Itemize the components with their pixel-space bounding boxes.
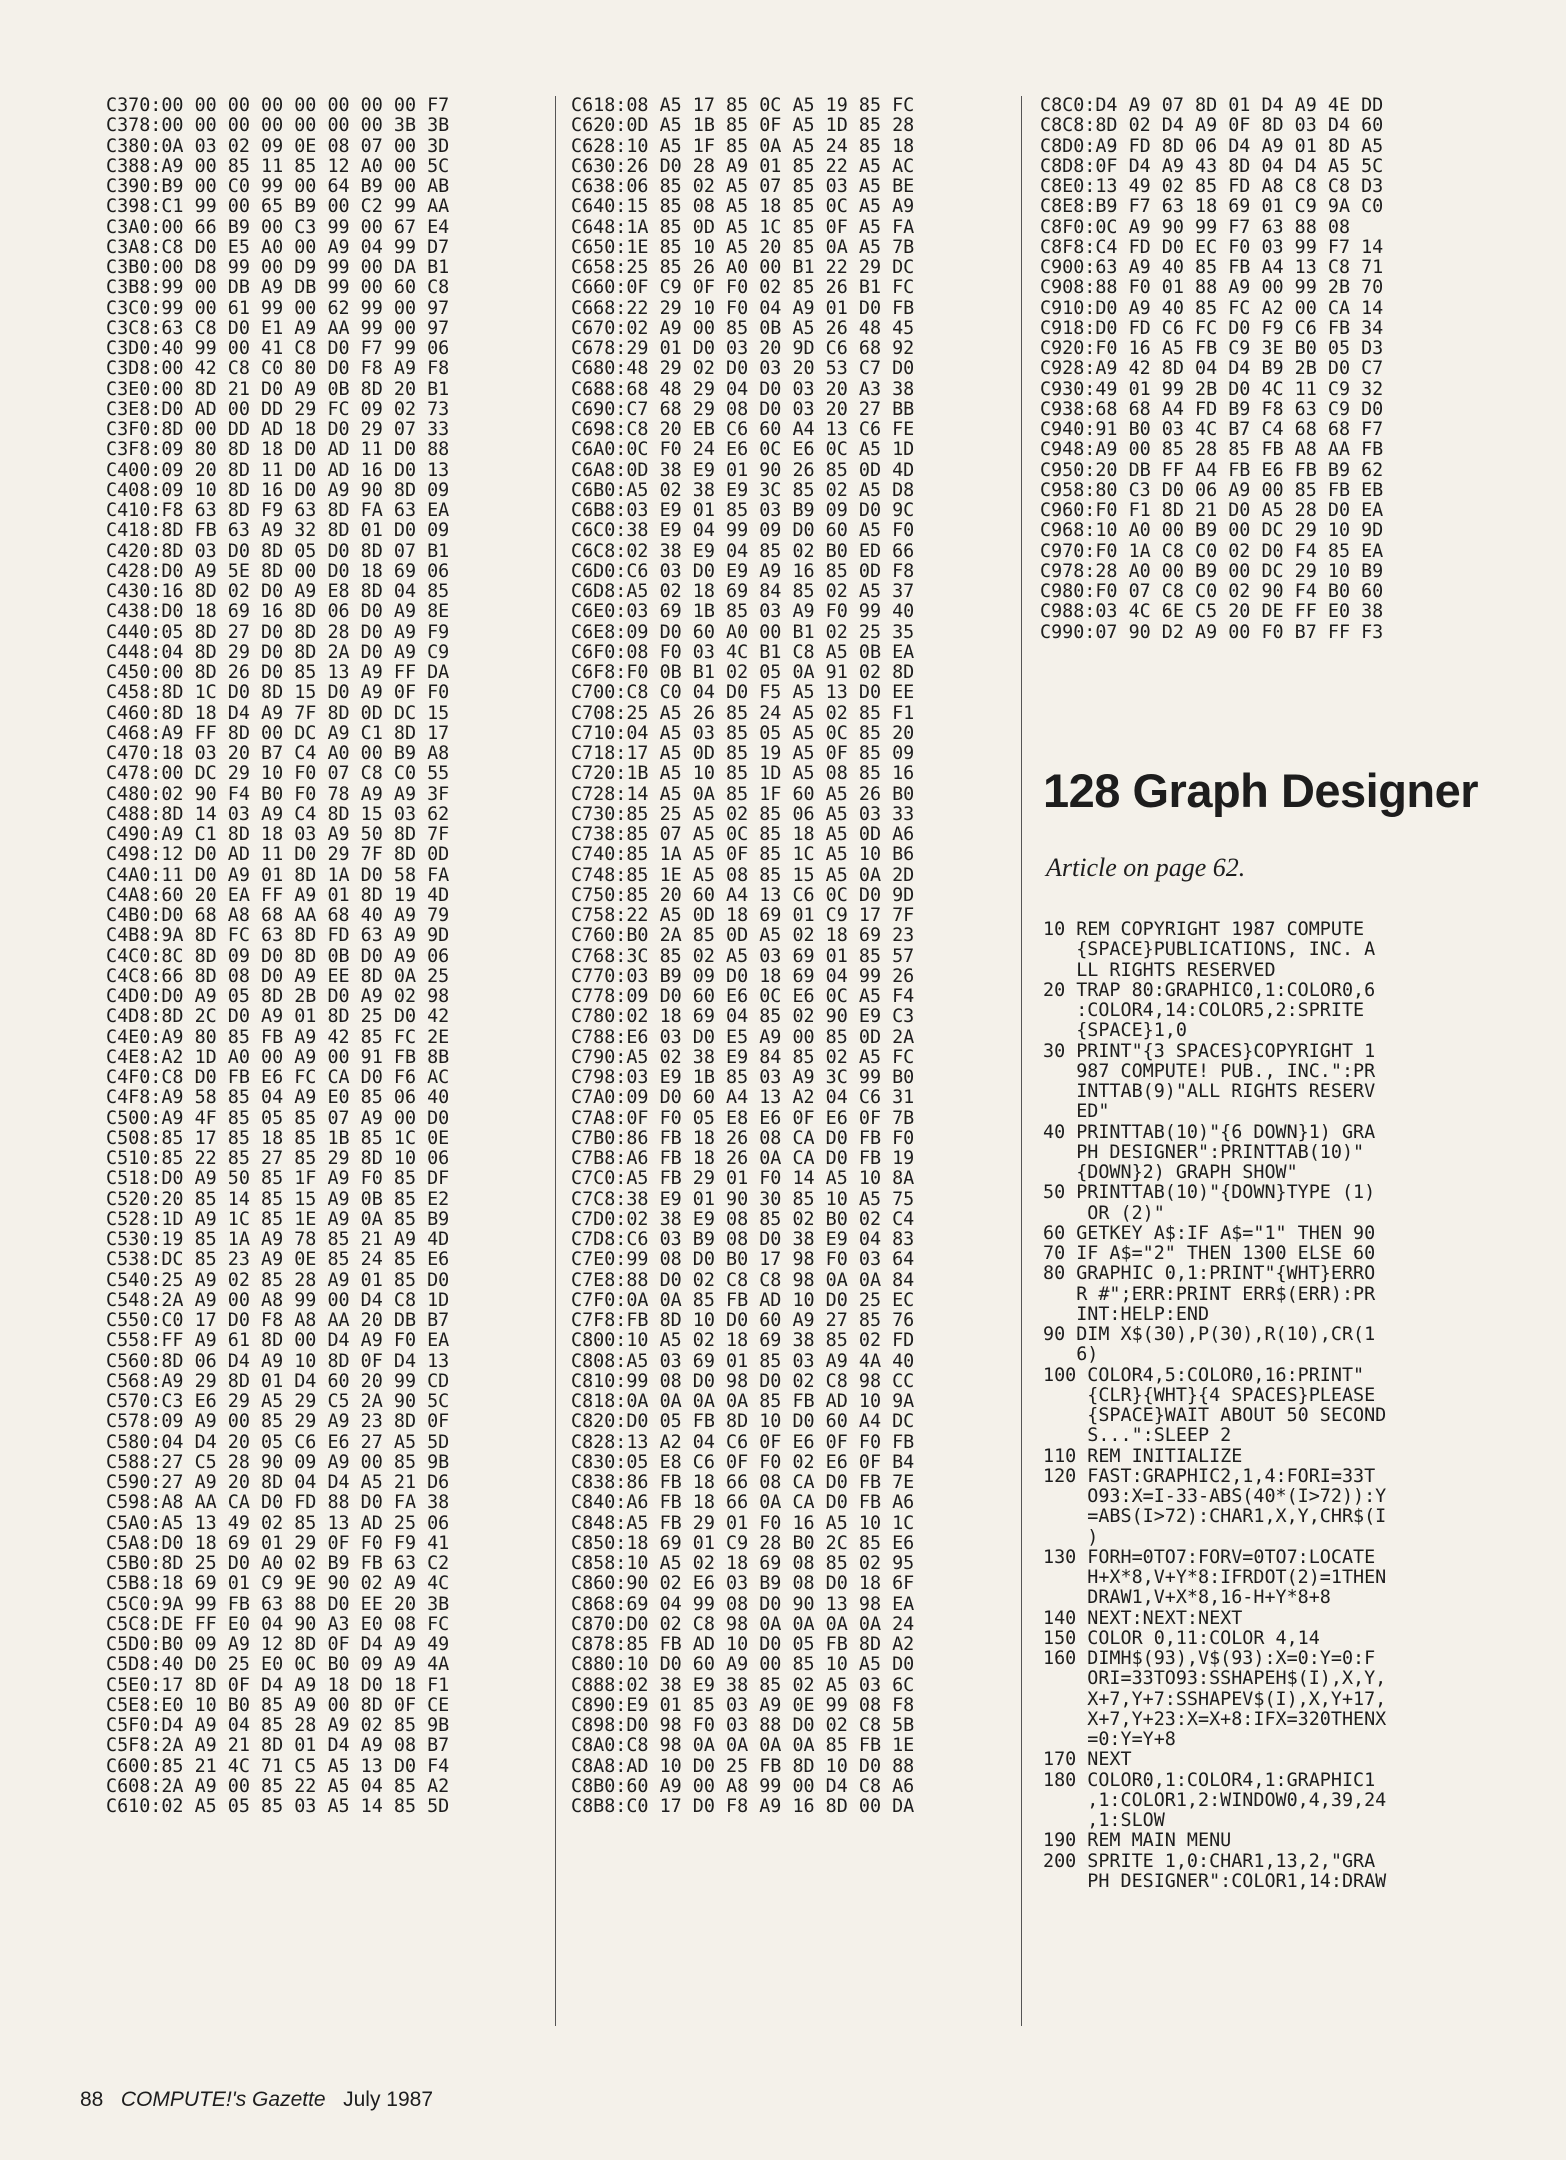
hex-line: C550:C0 17 D0 F8 A8 AA 20 DB B7 (106, 1310, 450, 1331)
program-line: 90 DIM X$(30),P(30),R(10),CR(1 (1043, 1324, 1376, 1345)
page-footer (80, 2088, 433, 2112)
hex-line: C388:A9 00 85 11 85 12 A0 00 5C (106, 155, 450, 177)
hex-line: C7F0:0A 0A 85 FB AD 10 D0 25 EC (571, 1289, 915, 1311)
hex-line: C570:C3 E6 29 A5 29 C5 2A 90 5C (106, 1391, 450, 1412)
hex-line: C5F0:D4 A9 04 85 28 A9 02 85 9B (106, 1715, 450, 1736)
hex-line: C4A8:60 20 EA FF A9 01 8D 19 4D (106, 884, 450, 906)
hex-line: C710:04 A5 03 85 05 A5 0C 85 20 (571, 722, 915, 744)
program-line: PH DESIGNER":COLOR1,14:DRAW (1043, 1870, 1387, 1892)
program-line: 80 GRAPHIC 0,1:PRINT"{WHT}ERRO (1043, 1263, 1376, 1285)
hex-line: C8B0:60 A9 00 A8 99 00 D4 C8 A6 (571, 1775, 915, 1797)
hex-line: C7A8:0F F0 05 E8 E6 0F E6 0F 7B (571, 1107, 915, 1129)
hex-line: C788:E6 03 D0 E5 A9 00 85 0D 2A (571, 1026, 915, 1048)
hex-line: C488:8D 14 03 A9 C4 8D 15 03 62 (106, 803, 450, 825)
hex-line: C490:A9 C1 8D 18 03 A9 50 8D 7F (106, 824, 450, 845)
hex-line: C900:63 A9 40 85 FB A4 13 C8 71 (1040, 257, 1384, 278)
hex-line: C908:88 F0 01 88 A9 00 99 2B 70 (1040, 277, 1384, 299)
hex-line: C680:48 29 02 D0 03 20 53 C7 D0 (571, 358, 915, 380)
hex-line: C748:85 1E A5 08 85 15 A5 0A 2D (571, 864, 915, 886)
hex-line: C390:B9 00 C0 99 00 64 B9 00 AB (106, 176, 450, 197)
magazine-name: COMPUTE!'s Gazette (120, 2088, 326, 2111)
issue-date: July 1987 (343, 2088, 434, 2111)
hex-line: C6E0:03 69 1B 85 03 A9 F0 99 40 (571, 601, 915, 623)
program-line: =0:Y=Y+8 (1043, 1729, 1176, 1750)
hex-line: C828:13 A2 04 C6 0F E6 0F F0 FB (571, 1431, 915, 1453)
program-line: S...":SLEEP 2 (1043, 1425, 1232, 1447)
program-line: 60 GETKEY A$:IF A$="1" THEN 90 (1043, 1222, 1376, 1244)
program-line: 40 PRINTTAB(10)"{6 DOWN}1) GRA (1043, 1121, 1376, 1143)
hex-line: C3A8:C8 D0 E5 A0 00 A9 04 99 D7 (106, 236, 450, 258)
hex-line: C670:02 A9 00 85 0B A5 26 48 45 (571, 317, 915, 339)
hex-line: C458:8D 1C D0 8D 15 D0 A9 0F F0 (106, 682, 450, 704)
program-line: 110 REM INITIALIZE (1043, 1445, 1243, 1467)
hex-line: C848:A5 FB 29 01 F0 16 A5 10 1C (571, 1512, 915, 1534)
hex-line: C5E0:17 8D 0F D4 A9 18 D0 18 F1 (106, 1674, 450, 1696)
hex-line: C400:09 20 8D 11 D0 AD 16 D0 13 (106, 459, 450, 481)
hex-line: C410:F8 63 8D F9 63 8D FA 63 EA (106, 500, 450, 521)
hex-line: C818:0A 0A 0A 0A 85 FB AD 10 9A (571, 1391, 915, 1412)
program-line: ORI=33TO93:SSHAPEH$(I),X,Y, (1043, 1668, 1387, 1690)
hex-line: C4D8:8D 2C D0 A9 01 8D 25 D0 42 (106, 1006, 450, 1028)
program-line: ,1:COLOR1,2:WINDOW0,4,39,24 (1043, 1789, 1387, 1811)
hex-line: C810:99 08 D0 98 D0 02 C8 98 CC (571, 1370, 915, 1392)
hex-line: C4D0:D0 A9 05 8D 2B D0 A9 02 98 (106, 986, 450, 1007)
hex-line: C730:85 25 A5 02 85 06 A5 03 33 (571, 803, 915, 825)
program-line: {SPACE}WAIT ABOUT 50 SECOND (1043, 1405, 1387, 1426)
hex-line: C5F8:2A A9 21 8D 01 D4 A9 08 B7 (106, 1735, 450, 1757)
article-title: 128 Graph Designer (1043, 764, 1479, 817)
hex-line: C4E0:A9 80 85 FB A9 42 85 FC 2E (106, 1026, 450, 1048)
hex-line: C520:20 85 14 85 15 A9 0B 85 E2 (106, 1188, 450, 1210)
program-line: R #";ERR:PRINT ERR$(ERR):PR (1043, 1283, 1376, 1305)
hex-line: C558:FF A9 61 8D 00 D4 A9 F0 EA (106, 1330, 450, 1352)
hex-line: C470:18 03 20 B7 C4 A0 00 B9 A8 (106, 743, 450, 764)
program-line: =ABS(I>72):CHAR1,X,Y,CHR$(I (1043, 1506, 1387, 1528)
hex-line: C5A8:D0 18 69 01 29 0F F0 F9 41 (106, 1532, 450, 1554)
program-line: 70 IF A$="2" THEN 1300 ELSE 60 (1043, 1243, 1376, 1264)
hex-line: C8F0:0C A9 90 99 F7 63 88 08 (1040, 216, 1351, 238)
hex-line: C630:26 D0 28 A9 01 85 22 A5 AC (571, 155, 915, 177)
program-line: X+7,Y+7:SSHAPEV$(I),X,Y+17, (1043, 1688, 1387, 1710)
hex-line: C4F8:A9 58 85 04 A9 E0 85 06 40 (106, 1087, 450, 1109)
program-line: {SPACE}PUBLICATIONS, INC. A (1043, 939, 1376, 961)
program-line: 100 COLOR4,5:COLOR0,16:PRINT" (1043, 1364, 1365, 1386)
hex-line: C3E8:D0 AD 00 DD 29 FC 09 02 73 (106, 398, 450, 420)
program-line: 200 SPRITE 1,0:CHAR1,13,2,"GRA (1043, 1850, 1376, 1872)
hex-line: C460:8D 18 D4 A9 7F 8D 0D DC 15 (106, 702, 450, 724)
hex-line: C598:A8 AA CA D0 FD 88 D0 FA 38 (106, 1492, 450, 1514)
hex-line: C928:A9 42 8D 04 D4 B9 2B D0 C7 (1040, 358, 1384, 380)
hex-line: C688:68 48 29 04 D0 03 20 A3 38 (571, 378, 915, 400)
hex-line: C4F0:C8 D0 FB E6 FC CA D0 F6 AC (106, 1067, 450, 1088)
hex-line: C538:DC 85 23 A9 0E 85 24 85 E6 (106, 1249, 450, 1271)
hex-line: C4C0:8C 8D 09 D0 8D 0B D0 A9 06 (106, 945, 450, 967)
hex-column-2 (571, 96, 914, 1817)
program-line: PH DESIGNER":PRINTTAB(10)" (1043, 1141, 1365, 1163)
hex-line: C8E0:13 49 02 85 FD A8 C8 C8 D3 (1040, 176, 1384, 197)
hex-line: C678:29 01 D0 03 20 9D C6 68 92 (571, 338, 915, 359)
hex-line: C660:0F C9 0F F0 02 85 26 B1 FC (571, 277, 915, 299)
hex-line: C7F8:FB 8D 10 D0 60 A9 27 85 76 (571, 1310, 915, 1331)
hex-line: C988:03 4C 6E C5 20 DE FF E0 38 (1040, 601, 1384, 623)
program-line: {SPACE}1,0 (1043, 1020, 1187, 1042)
hex-line: C3A0:00 66 B9 00 C3 99 00 67 E4 (106, 216, 450, 238)
hex-line: C7B0:86 FB 18 26 08 CA D0 FB F0 (571, 1127, 915, 1149)
program-line: INTTAB(9)"ALL RIGHTS RESERV (1043, 1081, 1376, 1102)
hex-line: C8F8:C4 FD D0 EC F0 03 99 F7 14 (1040, 236, 1384, 258)
hex-line: C588:27 C5 28 90 09 A9 00 85 9B (106, 1451, 450, 1473)
program-line: 987 COMPUTE! PUB., INC.":PR (1043, 1060, 1376, 1082)
hex-line: C540:25 A9 02 85 28 A9 01 85 D0 (106, 1269, 450, 1291)
hex-line: C800:10 A5 02 18 69 38 85 02 FD (571, 1330, 915, 1352)
hex-line: C628:10 A5 1F 85 0A A5 24 85 18 (571, 135, 915, 157)
hex-line: C978:28 A0 00 B9 00 DC 29 10 B9 (1040, 560, 1384, 582)
hex-line: C8A0:C8 98 0A 0A 0A 0A 85 FB 1E (571, 1735, 915, 1757)
hex-line: C690:C7 68 29 08 D0 03 20 27 BB (571, 398, 915, 420)
hex-line: C870:D0 02 C8 98 0A 0A 0A 0A 24 (571, 1613, 915, 1635)
hex-line: C440:05 8D 27 D0 8D 28 D0 A9 F9 (106, 621, 450, 643)
hex-line: C5B8:18 69 01 C9 9E 90 02 A9 4C (106, 1573, 450, 1595)
hex-line: C3F0:8D 00 DD AD 18 D0 29 07 33 (106, 419, 450, 440)
hex-line: C6B0:A5 02 38 E9 3C 85 02 A5 D8 (571, 479, 915, 501)
hex-line: C6A8:0D 38 E9 01 90 26 85 0D 4D (571, 459, 915, 481)
hex-line: C8A8:AD 10 D0 25 FB 8D 10 D0 88 (571, 1755, 915, 1777)
hex-line: C648:1A 85 0D A5 1C 85 0F A5 FA (571, 216, 915, 238)
hex-line: C6A0:0C F0 24 E6 0C E6 0C A5 1D (571, 439, 915, 461)
hex-line: C948:A9 00 85 28 85 FB A8 AA FB (1040, 439, 1384, 461)
hex-line: C658:25 85 26 A0 00 B1 22 29 DC (571, 257, 915, 278)
hex-line: C3F8:09 80 8D 18 D0 AD 11 D0 88 (106, 439, 450, 461)
hex-line: C708:25 A5 26 85 24 A5 02 85 F1 (571, 702, 915, 724)
hex-line: C7D0:02 38 E9 08 85 02 B0 02 C4 (571, 1208, 915, 1230)
hex-line: C600:85 21 4C 71 C5 A5 13 D0 F4 (106, 1755, 450, 1777)
hex-line: C3C0:99 00 61 99 00 62 99 00 97 (106, 297, 450, 319)
hex-line: C370:00 00 00 00 00 00 00 00 F7 (106, 95, 450, 116)
column-divider-2 (1021, 96, 1022, 2026)
hex-line: C8D0:A9 FD 8D 06 D4 A9 01 8D A5 (1040, 135, 1384, 157)
hex-line: C4C8:66 8D 08 D0 A9 EE 8D 0A 25 (106, 965, 450, 987)
hex-line: C448:04 8D 29 D0 8D 2A D0 A9 C9 (106, 641, 450, 663)
hex-line: C5A0:A5 13 49 02 85 13 AD 25 06 (106, 1512, 450, 1534)
hex-line: C5D0:B0 09 A9 12 8D 0F D4 A9 49 (106, 1634, 450, 1655)
hex-line: C768:3C 85 02 A5 03 69 01 85 57 (571, 945, 915, 967)
hex-line: C798:03 E9 1B 85 03 A9 3C 99 B0 (571, 1067, 915, 1088)
hex-line: C610:02 A5 05 85 03 A5 14 85 5D (106, 1796, 450, 1817)
hex-line: C4B0:D0 68 A8 68 AA 68 40 A9 79 (106, 905, 450, 926)
hex-line: C608:2A A9 00 85 22 A5 04 85 A2 (106, 1775, 450, 1797)
hex-column-1 (106, 96, 449, 1817)
program-line: ) (1043, 1526, 1099, 1548)
program-line: DRAW1,V+X*8,16-H+Y*8+8 (1043, 1587, 1331, 1609)
hex-column-3 (1040, 96, 1383, 643)
program-line: {DOWN}2) GRAPH SHOW" (1043, 1162, 1298, 1183)
hex-line: C8B8:C0 17 D0 F8 A9 16 8D 00 DA (571, 1796, 915, 1817)
hex-line: C618:08 A5 17 85 0C A5 19 85 FC (571, 95, 915, 116)
program-line: O93:X=I-33-ABS(40*(I>72)):Y (1043, 1486, 1387, 1507)
hex-line: C5E8:E0 10 B0 85 A9 00 8D 0F CE (106, 1694, 450, 1716)
hex-line: C750:85 20 60 A4 13 C6 0C D0 9D (571, 884, 915, 906)
hex-line: C560:8D 06 D4 A9 10 8D 0F D4 13 (106, 1350, 450, 1372)
hex-line: C548:2A A9 00 A8 99 00 D4 C8 1D (106, 1289, 450, 1311)
hex-line: C4E8:A2 1D A0 00 A9 00 91 FB 8B (106, 1046, 450, 1068)
hex-line: C430:16 8D 02 D0 A9 E8 8D 04 85 (106, 581, 450, 602)
hex-line: C3E0:00 8D 21 D0 A9 0B 8D 20 B1 (106, 378, 450, 400)
hex-line: C3B8:99 00 DB A9 DB 99 00 60 C8 (106, 277, 450, 299)
hex-line: C8C0:D4 A9 07 8D 01 D4 A9 4E DD (1040, 95, 1384, 116)
hex-line: C910:D0 A9 40 85 FC A2 00 CA 14 (1040, 297, 1384, 319)
hex-line: C840:A6 FB 18 66 0A CA D0 FB A6 (571, 1492, 915, 1514)
hex-line: C7C8:38 E9 01 90 30 85 10 A5 75 (571, 1188, 915, 1210)
hex-line: C980:F0 07 C8 C0 02 90 F4 B0 60 (1040, 581, 1384, 602)
hex-line: C3D8:00 42 C8 C0 80 D0 F8 A9 F8 (106, 358, 450, 380)
hex-line: C950:20 DB FF A4 FB E6 FB B9 62 (1040, 459, 1384, 481)
hex-line: C418:8D FB 63 A9 32 8D 01 D0 09 (106, 520, 450, 542)
hex-line: C738:85 07 A5 0C 85 18 A5 0D A6 (571, 824, 915, 845)
program-line: 10 REM COPYRIGHT 1987 COMPUTE (1043, 919, 1365, 940)
hex-line: C7B8:A6 FB 18 26 0A CA D0 FB 19 (571, 1148, 915, 1169)
hex-line: C918:D0 FD C6 FC D0 F9 C6 FB 34 (1040, 317, 1384, 339)
hex-line: C478:00 DC 29 10 F0 07 C8 C0 55 (106, 763, 450, 785)
hex-line: C6F0:08 F0 03 4C B1 C8 A5 0B EA (571, 641, 915, 663)
hex-line: C960:F0 F1 8D 21 D0 A5 28 D0 EA (1040, 500, 1384, 521)
program-line: 6) (1043, 1344, 1099, 1366)
hex-line: C6D8:A5 02 18 69 84 85 02 A5 37 (571, 581, 915, 602)
hex-line: C6B8:03 E9 01 85 03 B9 09 D0 9C (571, 500, 915, 521)
hex-line: C7E0:99 08 D0 B0 17 98 F0 03 64 (571, 1249, 915, 1271)
hex-line: C4B8:9A 8D FC 63 8D FD 63 A9 9D (106, 925, 450, 947)
hex-line: C920:F0 16 A5 FB C9 3E B0 05 D3 (1040, 338, 1384, 359)
hex-line: C7D8:C6 03 B9 08 D0 38 E9 04 83 (571, 1229, 915, 1250)
hex-line: C758:22 A5 0D 18 69 01 C9 17 7F (571, 905, 915, 926)
hex-line: C3D0:40 99 00 41 C8 D0 F7 99 06 (106, 338, 450, 359)
hex-line: C420:8D 03 D0 8D 05 D0 8D 07 B1 (106, 540, 450, 562)
hex-line: C378:00 00 00 00 00 00 00 3B 3B (106, 115, 450, 137)
hex-line: C510:85 22 85 27 85 29 8D 10 06 (106, 1148, 450, 1169)
page-number: 88 (80, 2088, 104, 2111)
hex-line: C7E8:88 D0 02 C8 C8 98 0A 0A 84 (571, 1269, 915, 1291)
hex-line: C3C8:63 C8 D0 E1 A9 AA 99 00 97 (106, 317, 450, 339)
hex-line: C7C0:A5 FB 29 01 F0 14 A5 10 8A (571, 1168, 915, 1190)
hex-line: C6F8:F0 0B B1 02 05 0A 91 02 8D (571, 662, 915, 683)
hex-line: C868:69 04 99 08 D0 90 13 98 EA (571, 1593, 915, 1615)
program-line: 130 FORH=0TO7:FORV=0TO7:LOCATE (1043, 1546, 1376, 1568)
program-line: 50 PRINTTAB(10)"{DOWN}TYPE (1) (1043, 1182, 1376, 1204)
hex-line: C770:03 B9 09 D0 18 69 04 99 26 (571, 965, 915, 987)
hex-line: C4A0:11 D0 A9 01 8D 1A D0 58 FA (106, 864, 450, 886)
hex-line: C3B0:00 D8 99 00 D9 99 00 DA B1 (106, 257, 450, 278)
program-line: 170 NEXT (1043, 1749, 1132, 1771)
hex-line: C8C8:8D 02 D4 A9 0F 8D 03 D4 60 (1040, 115, 1384, 137)
hex-line: C740:85 1A A5 0F 85 1C A5 10 B6 (571, 844, 915, 866)
hex-line: C620:0D A5 1B 85 0F A5 1D 85 28 (571, 115, 915, 137)
program-line: LL RIGHTS RESERVED (1043, 959, 1276, 981)
hex-line: C518:D0 A9 50 85 1F A9 F0 85 DF (106, 1168, 450, 1190)
hex-line: C880:10 D0 60 A9 00 85 10 A5 D0 (571, 1654, 915, 1676)
hex-line: C718:17 A5 0D 85 19 A5 0F 85 09 (571, 743, 915, 764)
hex-line: C5C8:DE FF E0 04 90 A3 E0 08 FC (106, 1613, 450, 1635)
article-subtitle: Article on page 62. (1046, 853, 1246, 882)
hex-line: C650:1E 85 10 A5 20 85 0A A5 7B (571, 236, 915, 258)
hex-line: C720:1B A5 10 85 1D A5 08 85 16 (571, 763, 915, 785)
hex-line: C668:22 29 10 F0 04 A9 01 D0 FB (571, 297, 915, 319)
program-line: 20 TRAP 80:GRAPHIC0,1:COLOR0,6 (1043, 979, 1376, 1001)
program-line: 190 REM MAIN MENU (1043, 1830, 1232, 1852)
hex-line: C528:1D A9 1C 85 1E A9 0A 85 B9 (106, 1208, 450, 1230)
hex-line: C968:10 A0 00 B9 00 DC 29 10 9D (1040, 520, 1384, 542)
hex-line: C700:C8 C0 04 D0 F5 A5 13 D0 EE (571, 682, 915, 704)
hex-line: C698:C8 20 EB C6 60 A4 13 C6 FE (571, 419, 915, 440)
hex-line: C8D8:0F D4 A9 43 8D 04 D4 A5 5C (1040, 155, 1384, 177)
hex-line: C468:A9 FF 8D 00 DC A9 C1 8D 17 (106, 722, 450, 744)
hex-line: C8E8:B9 F7 63 18 69 01 C9 9A C0 (1040, 196, 1384, 218)
hex-line: C580:04 D4 20 05 C6 E6 27 A5 5D (106, 1431, 450, 1453)
program-line: ,1:SLOW (1043, 1810, 1165, 1831)
hex-line: C728:14 A5 0A 85 1F 60 A5 26 B0 (571, 783, 915, 805)
hex-line: C5D8:40 D0 25 E0 0C B0 09 A9 4A (106, 1654, 450, 1676)
hex-line: C898:D0 98 F0 03 88 D0 02 C8 5B (571, 1715, 915, 1736)
program-line: H+X*8,V+Y*8:IFRDOT(2)=1THEN (1043, 1567, 1387, 1588)
hex-line: C450:00 8D 26 D0 85 13 A9 FF DA (106, 662, 450, 683)
hex-line: C780:02 18 69 04 85 02 90 E9 C3 (571, 1006, 915, 1028)
hex-line: C850:18 69 01 C9 28 B0 2C 85 E6 (571, 1532, 915, 1554)
hex-line: C990:07 90 D2 A9 00 F0 B7 FF F3 (1040, 621, 1384, 643)
hex-line: C6C0:38 E9 04 99 09 D0 60 A5 F0 (571, 520, 915, 542)
hex-line: C860:90 02 E6 03 B9 08 D0 18 6F (571, 1573, 915, 1595)
hex-line: C940:91 B0 03 4C B7 C4 68 68 F7 (1040, 419, 1384, 440)
program-line: 160 DIMH$(93),V$(93):X=0:Y=0:F (1043, 1648, 1376, 1669)
hex-line: C938:68 68 A4 FD B9 F8 63 C9 D0 (1040, 398, 1384, 420)
column-divider-1 (555, 96, 556, 2026)
hex-line: C808:A5 03 69 01 85 03 A9 4A 40 (571, 1350, 915, 1372)
hex-line: C6E8:09 D0 60 A0 00 B1 02 25 35 (571, 621, 915, 643)
hex-line: C578:09 A9 00 85 29 A9 23 8D 0F (106, 1411, 450, 1433)
program-line: 120 FAST:GRAPHIC2,1,4:FORI=33T (1043, 1465, 1376, 1487)
hex-line: C958:80 C3 D0 06 A9 00 85 FB EB (1040, 479, 1384, 501)
program-line: 150 COLOR 0,11:COLOR 4,14 (1043, 1627, 1320, 1649)
hex-line: C838:86 FB 18 66 08 CA D0 FB 7E (571, 1472, 915, 1493)
hex-line: C568:A9 29 8D 01 D4 60 20 99 CD (106, 1370, 450, 1392)
program-line: {CLR}{WHT}{4 SPACES}PLEASE (1043, 1384, 1376, 1406)
hex-line: C438:D0 18 69 16 8D 06 D0 A9 8E (106, 601, 450, 623)
program-line: :COLOR4,14:COLOR5,2:SPRITE (1043, 1000, 1365, 1021)
hex-line: C878:85 FB AD 10 D0 05 FB 8D A2 (571, 1634, 915, 1655)
hex-line: C888:02 38 E9 38 85 02 A5 03 6C (571, 1674, 915, 1696)
hex-line: C508:85 17 85 18 85 1B 85 1C 0E (106, 1127, 450, 1149)
hex-line: C480:02 90 F4 B0 F0 78 A9 A9 3F (106, 783, 450, 805)
hex-line: C778:09 D0 60 E6 0C E6 0C A5 F4 (571, 986, 915, 1007)
hex-line: C5C0:9A 99 FB 63 88 D0 EE 20 3B (106, 1593, 450, 1615)
program-line: 180 COLOR0,1:COLOR4,1:GRAPHIC1 (1043, 1769, 1376, 1791)
hex-line: C6D0:C6 03 D0 E9 A9 16 85 0D F8 (571, 560, 915, 582)
hex-line: C500:A9 4F 85 05 85 07 A9 00 D0 (106, 1107, 450, 1129)
hex-line: C7A0:09 D0 60 A4 13 A2 04 C6 31 (571, 1087, 915, 1109)
hex-line: C858:10 A5 02 18 69 08 85 02 95 (571, 1553, 915, 1574)
program-line: ED" (1043, 1101, 1110, 1123)
program-line: OR (2)" (1043, 1202, 1165, 1224)
hex-line: C498:12 D0 AD 11 D0 29 7F 8D 0D (106, 844, 450, 866)
hex-line: C380:0A 03 02 09 0E 08 07 00 3D (106, 135, 450, 157)
hex-line: C398:C1 99 00 65 B9 00 C2 99 AA (106, 196, 450, 218)
hex-line: C830:05 E8 C6 0F F0 02 E6 0F B4 (571, 1451, 915, 1473)
hex-line: C790:A5 02 38 E9 84 85 02 A5 FC (571, 1046, 915, 1068)
hex-line: C408:09 10 8D 16 D0 A9 90 8D 09 (106, 479, 450, 501)
hex-line: C890:E9 01 85 03 A9 0E 99 08 F8 (571, 1694, 915, 1716)
hex-line: C760:B0 2A 85 0D A5 02 18 69 23 (571, 925, 915, 947)
program-line: INT:HELP:END (1043, 1303, 1210, 1325)
hex-line: C590:27 A9 20 8D 04 D4 A5 21 D6 (106, 1472, 450, 1493)
program-line: 30 PRINT"{3 SPACES}COPYRIGHT 1 (1043, 1040, 1376, 1062)
program-line: 140 NEXT:NEXT:NEXT (1043, 1607, 1243, 1629)
program-line: X+7,Y+23:X=X+8:IFX=320THENX (1043, 1708, 1387, 1730)
hex-line: C638:06 85 02 A5 07 85 03 A5 BE (571, 176, 915, 197)
hex-line: C5B0:8D 25 D0 A0 02 B9 FB 63 C2 (106, 1553, 450, 1574)
hex-line: C6C8:02 38 E9 04 85 02 B0 ED 66 (571, 540, 915, 562)
hex-line: C820:D0 05 FB 8D 10 D0 60 A4 DC (571, 1411, 915, 1433)
hex-line: C530:19 85 1A A9 78 85 21 A9 4D (106, 1229, 450, 1250)
hex-line: C428:D0 A9 5E 8D 00 D0 18 69 06 (106, 560, 450, 582)
hex-line: C930:49 01 99 2B D0 4C 11 C9 32 (1040, 378, 1384, 400)
basic-program-listing (1043, 920, 1386, 1892)
hex-line: C640:15 85 08 A5 18 85 0C A5 A9 (571, 196, 915, 218)
hex-line: C970:F0 1A C8 C0 02 D0 F4 85 EA (1040, 540, 1384, 562)
